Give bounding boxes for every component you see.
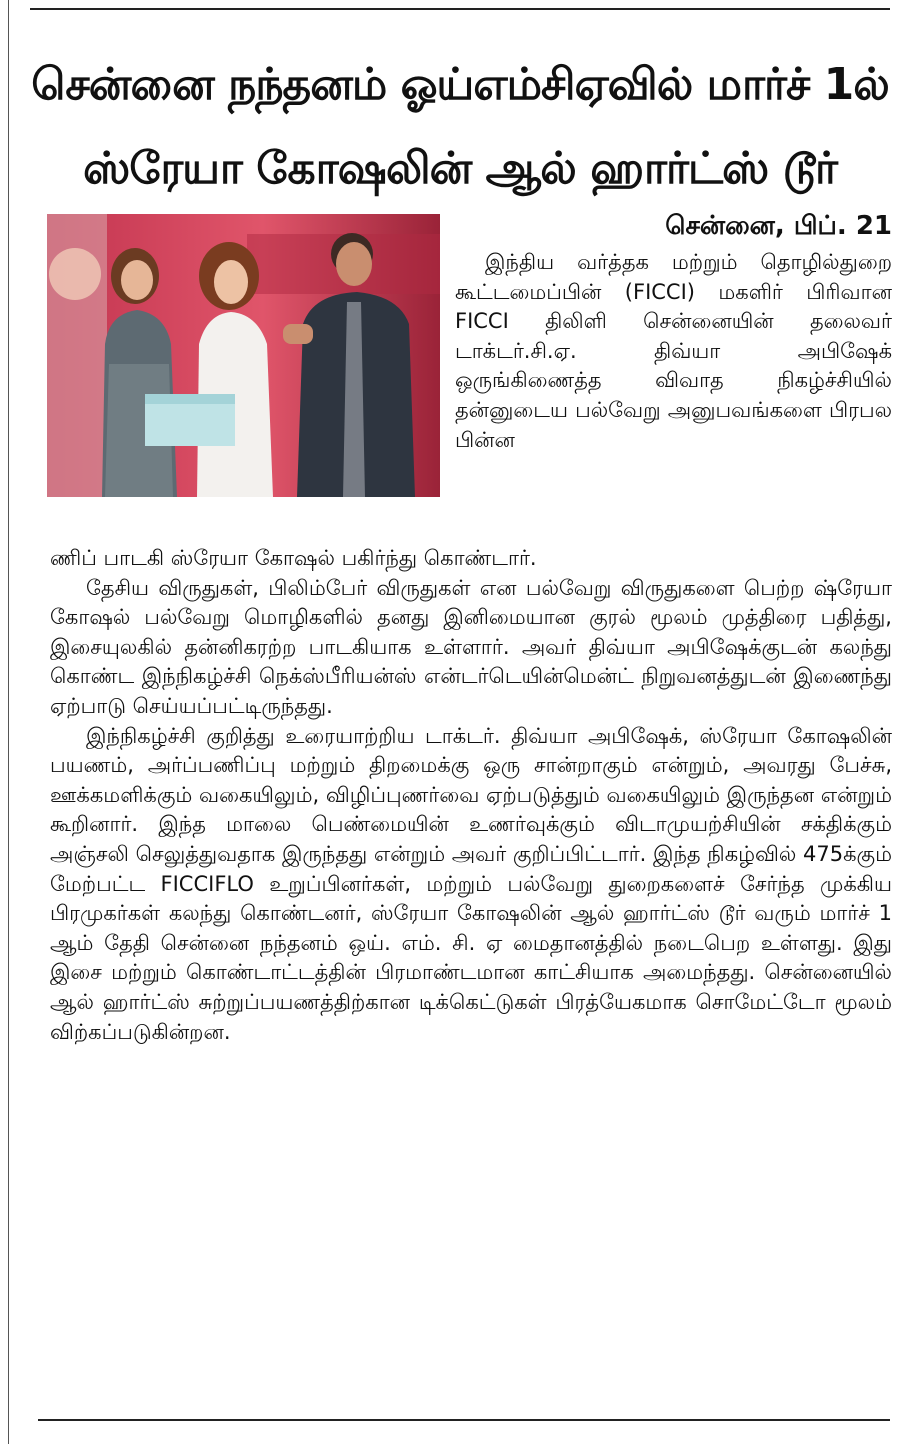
- headline-line-2: ஸ்ரேயா கோஷலின் ஆல் ஹார்ட்ஸ் டூர்: [82, 143, 838, 194]
- event-photo: [47, 214, 440, 497]
- intro-paragraph: [455, 248, 892, 455]
- dateline: சென்னை, பிப். 21: [665, 211, 892, 241]
- paragraph-2: தேசிய விருதுகள், பிலிம்பேர் விருதுகள் என பல்வேறு விருதுகளை பெற்ற ஷ்ரேயா கோஷல் பல்வேறு மொழிகளில் தனது இனிமையான குரல் மூலம் முத்திரை பதித்து, இசையுலகில் தன்னிகரற்ற பாடகியாக உள்ளார். அவர் திவ்யா அபிஷேக்குடன் கலந்து கொண்ட இந்நிகழ்ச்சி நெக்ஸ்பீரியன்ஸ் என்டர்டெயின்மென்ட் நிறுவனத்துடன் இணைந்து ஏற்பாடு செய்யப்பட்டிருந்தது.: [50, 575, 892, 718]
- headline-line-1: சென்னை நந்தனம் ஓய்எம்சிஏவில் மார்ச் 1ல்: [31, 59, 889, 110]
- intro-paragraph-text: இந்திய வர்த்தக மற்றும் தொழில்துறை கூட்டமைப்பின் (FICCI) மகளிர் பிரிவான FICCI திலிளி சென்னையின் தலைவர் டாக்டர்.சி.ஏ. திவ்யா அபிஷேக் ஒருங்கிணைத்த விவாத நிகழ்ச்சியில் தன்னுடைய பல்வேறு அனுபவங்களை பிரபல பின்ன: [455, 250, 892, 452]
- intro-continuation: ணிப் பாடகி ஸ்ரேயா கோஷல் பகிர்ந்து கொண்டார்.: [50, 546, 537, 570]
- page-edge-rule: [8, 0, 9, 1444]
- paragraph-3: இந்நிகழ்ச்சி குறித்து உரையாற்றிய டாக்டர். திவ்யா அபிஷேக், ஸ்ரேயா கோஷலின் பயணம், அர்ப்பணிப்பு மற்றும் திறமைக்கு ஒரு சான்றாகும் என்றும், அவரது பேச்சு, ஊக்கமளிக்கும் வகையிலும், விழிப்புணர்வை ஏற்படுத்தும் வகையிலும் இருந்தன என்றும் கூறினார். இந்த மாலை பெண்மையின் உணர்வுக்கும் விடாமுயற்சியின் சக்திக்கும் அஞ்சலி செலுத்துவதாக இருந்தது என்றும் அவர் குறிப்பிட்டார். இந்த நிகழ்வில் 475க்கும் மேற்பட்ட FICCIFLO உறுப்பினர்கள், மற்றும் பல்வேறு துறைகளைச் சேர்ந்த முக்கிய பிரமுகர்கள் கலந்து கொண்டனர், ஸ்ரேயா கோஷலின் ஆல் ஹார்ட்ஸ் டூர் வரும் மார்ச் 1 ஆம் தேதி சென்னை நந்தனம் ஒய். எம். சி. ஏ மைதானத்தில் நடைபெற உள்ளது. இது இசை மற்றும் கொண்டாட்டத்தின் பிரமாண்டமான காட்சியாக அமைந்தது. சென்னையில் ஆல் ஹார்ட்ஸ் சுற்றுப்பயணத்திற்கான டிக்கெட்டுகள் பிரத்யேகமாக சொமேட்டோ மூலம் விற்கப்படுகின்றன.: [50, 723, 892, 1044]
- top-cropped-rule: [30, 0, 890, 10]
- bottom-rule: [38, 1419, 890, 1421]
- article-body: [50, 544, 892, 1047]
